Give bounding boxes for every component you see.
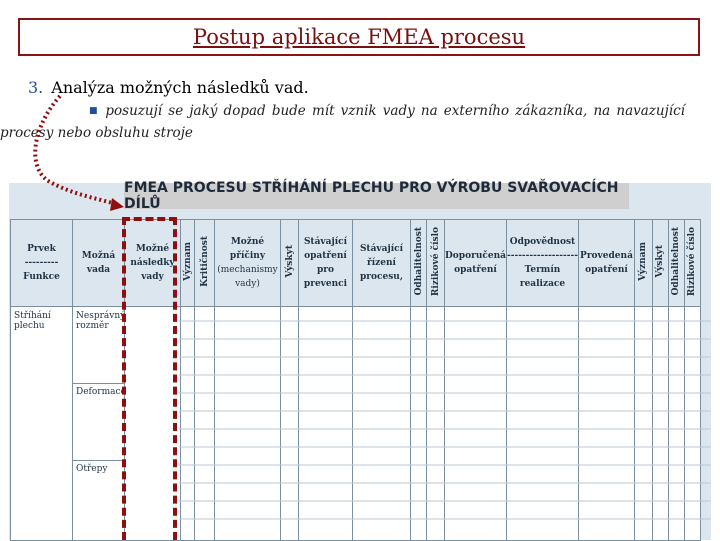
- header-rizeni: Stávající řízení procesu,: [353, 220, 411, 307]
- header-vyznam-2: Význam: [634, 220, 652, 307]
- header-odpovednost: Odpovědnost ------------------- Termín realizace: [506, 220, 578, 307]
- header-vyznam: Význam: [181, 220, 195, 307]
- bullet-line-2: procesy nebo obsluhu stroje: [0, 125, 193, 141]
- header-prevence: Stávající opatření pro prevenci: [299, 220, 353, 307]
- bullet-line-1: posuzují se jaký dopad bude mít vznik vady na externího zákazníka, na navazující: [105, 103, 685, 119]
- header-doporucena-opatreni: Doporučená opatření: [445, 220, 507, 307]
- defect-item: Otřepy: [76, 464, 108, 474]
- header-provedena-opatreni: Provedená opatření: [578, 220, 634, 307]
- header-kriticnost: Kritičnost: [195, 220, 215, 307]
- section-number: 3.: [28, 78, 44, 97]
- header-odhalitelnost: Odhalitelnost: [411, 220, 427, 307]
- header-rizikove-cislo-2: Rizikové číslo: [684, 220, 700, 307]
- header-vyskyt: Výskyt: [281, 220, 299, 307]
- header-rizikove-cislo: Rizikové číslo: [427, 220, 445, 307]
- header-prvek: Prvek --------- Funkce: [11, 220, 73, 307]
- fmea-banner-text: FMEA PROCESU STŘÍHÁNÍ PLECHU PRO VÝROBU SVAŘOVACÍCH DÍLŮ: [124, 180, 619, 212]
- header-mozne-priciny: Možné příčiny (mechanismy vady): [215, 220, 281, 307]
- header-mozne-nasledky: Možné následky vady: [125, 220, 181, 307]
- slide-title: Postup aplikace FMEA procesu: [192, 25, 526, 49]
- bullet-square-icon: ■: [89, 106, 100, 116]
- header-odhalitelnost-2: Odhalitelnost: [668, 220, 684, 307]
- defect-item: Deformace: [76, 387, 126, 397]
- defect-item: Nesprávný rozměr: [76, 311, 126, 331]
- header-vyskyt-2: Výskyt: [652, 220, 668, 307]
- cell-prvek: Stříhání plechu: [11, 307, 73, 541]
- header-mozna-vada: Možná vada: [73, 220, 125, 307]
- section-heading-text: Analýza možných následků vad.: [51, 78, 309, 97]
